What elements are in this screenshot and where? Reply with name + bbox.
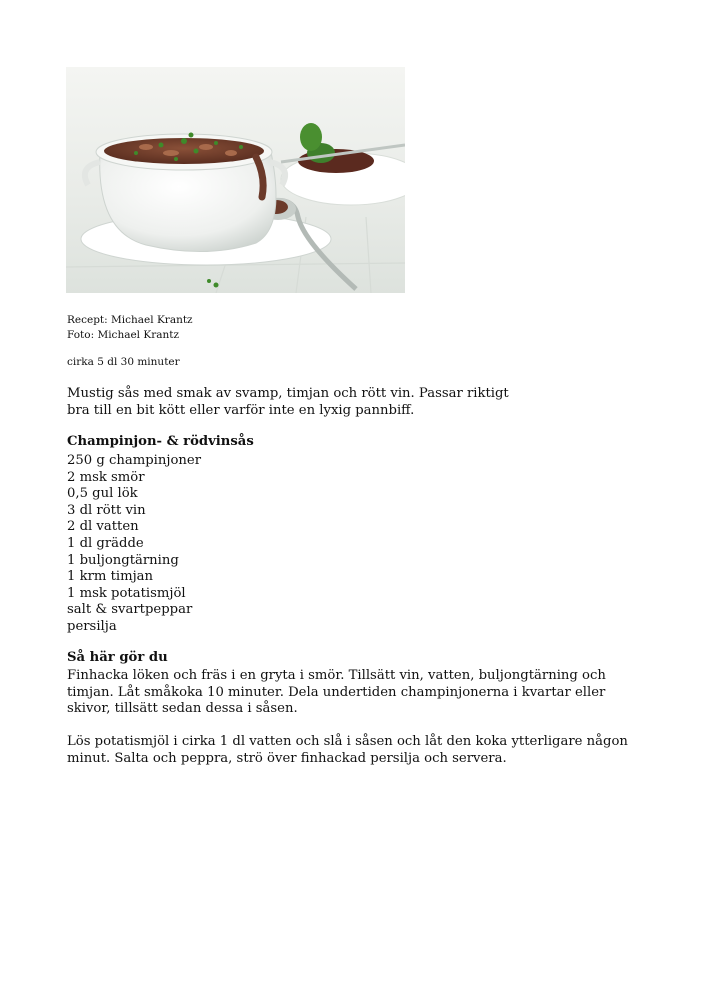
method-line: Lös potatismjöl i cirka 1 dl vatten och slå i såsen och låt den koka ytterligare någon <box>67 734 628 749</box>
sauce-bowl-photo <box>66 67 405 293</box>
ingredient-item: 1 buljongtärning <box>67 552 179 568</box>
ingredient-item: 2 msk smör <box>67 469 145 485</box>
photo-credit: Foto: Michael Krantz <box>67 328 180 341</box>
method-paragraph-1 <box>67 668 647 718</box>
ingredient-item: 0,5 gul lök <box>67 486 138 502</box>
ingredient-item: 250 g champinjoner <box>67 453 202 468</box>
ingredient-item: 3 dl rött vin <box>67 502 146 518</box>
ingredient-item: 1 krm timjan <box>67 569 154 585</box>
recipe-photo <box>66 67 405 293</box>
ingredient-item: 2 dl vatten <box>67 519 139 535</box>
ingredient-item: persilja <box>67 618 117 634</box>
ingredient-item: 1 dl grädde <box>67 535 144 551</box>
ingredient-item: 1 msk potatismjöl <box>67 585 186 601</box>
method-paragraph-2 <box>67 734 647 767</box>
method-line: timjan. Låt småkoka 10 minuter. Dela undertiden champinjonerna i kvartar eller <box>67 684 606 700</box>
ingredients-title: Champinjon- & rödvinsås <box>67 434 254 449</box>
intro-line: Mustig sås med smak av svamp, timjan och rött vin. Passar riktigt <box>67 386 509 401</box>
recipe-credit: Recept: Michael Krantz <box>67 314 193 326</box>
intro-text <box>67 386 587 419</box>
method-line: skivor, tillsätt sedan dessa i såsen. <box>67 701 298 717</box>
ingredient-item: salt & svartpeppar <box>67 602 193 618</box>
method-line: minut. Salta och peppra, strö över finhackad persilja och servera. <box>67 750 507 766</box>
credits <box>67 313 193 342</box>
method-line: Finhacka löken och fräs i en gryta i smör. Tillsätt vin, vatten, buljongtärning och <box>67 668 606 683</box>
intro-line: bra till en bit kött eller varför inte en lyxig pannbiff. <box>67 402 415 418</box>
method-title: Så här gör du <box>67 650 168 665</box>
ingredients-list <box>67 453 201 636</box>
yield-and-time: cirka 5 dl 30 minuter <box>67 356 180 368</box>
